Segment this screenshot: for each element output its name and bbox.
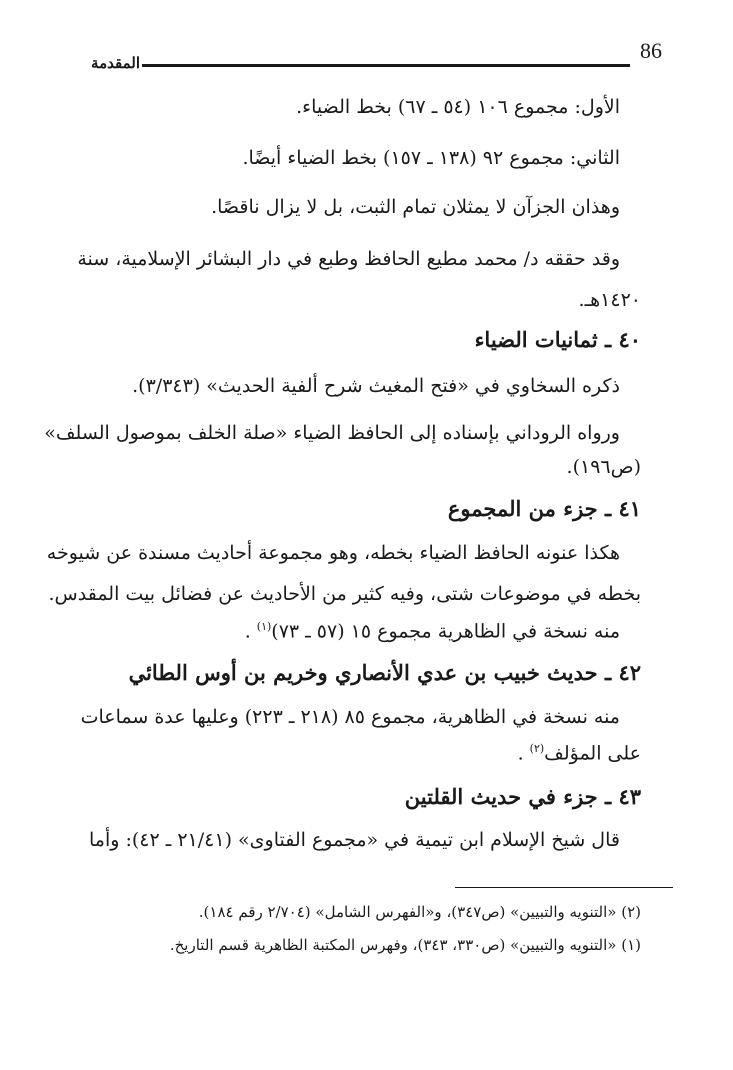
text-run: على المؤلف bbox=[544, 742, 641, 765]
section-heading-42: ٤٢ ـ حديث خبيب بن عدي الأنصاري وخريم بن أوس الطائي bbox=[128, 660, 641, 685]
text-line: وهذان الجزآن لا يمثلان تمام الثبت، بل لا يزال ناقصًا. bbox=[211, 196, 620, 218]
page-number: 86 bbox=[640, 38, 662, 63]
text-line: منه نسخة في الظاهرية، مجموع ٨٥ (٢١٨ ـ ٢٢٣) وعليها عدة سماعات bbox=[80, 706, 620, 728]
text-run: . bbox=[244, 620, 251, 643]
section-heading-40: ٤٠ ـ ثمانيات الضياء bbox=[474, 327, 641, 352]
text-line: (ص١٩٦). bbox=[566, 456, 641, 478]
text-line: هكذا عنونه الحافظ الضياء بخطه، وهو مجموعة أحاديث مسندة عن شيوخه bbox=[46, 542, 620, 564]
text-line: الثاني: مجموع ٩٢ (١٣٨ ـ ١٥٧) بخط الضياء أيضًا. bbox=[242, 147, 620, 169]
text-line bbox=[518, 742, 641, 765]
footnote-1: (١) «التنويه والتبيين» (ص٣٣٠، ٣٤٣)، وفهرس المكتبة الظاهرية قسم التاريخ. bbox=[169, 936, 641, 954]
text-run: . bbox=[517, 742, 524, 765]
text-line: بخطه في موضوعات شتى، وفيه كثير من الأحاديث عن فضائل بيت المقدس. bbox=[48, 583, 641, 605]
footnote-rule bbox=[455, 887, 673, 888]
section-heading-41: ٤١ ـ جزء من المجموع bbox=[447, 496, 641, 521]
text-line: قال شيخ الإسلام ابن تيمية في «مجموع الفتاوى» (٢١/٤١ ـ ٤٢): وأما bbox=[88, 829, 620, 851]
text-line: ١٤٢٠هـ. bbox=[578, 289, 641, 311]
text-line bbox=[245, 620, 620, 643]
text-line: ورواه الروداني بإسناده إلى الحافظ الضياء «صلة الخلف بموصول السلف» bbox=[44, 422, 620, 444]
text-line: ذكره السخاوي في «فتح المغيث شرح ألفية الحديث» (٣/٣٤٣). bbox=[132, 375, 620, 397]
text-line: وقد حققه د/ محمد مطيع الحافظ وطبع في دار البشائر الإسلامية، سنة bbox=[77, 248, 620, 270]
footnote-marker-2[interactable]: (٢) bbox=[529, 742, 545, 755]
footnote-marker-1[interactable]: (١) bbox=[256, 620, 272, 633]
text-line: الأول: مجموع ١٠٦ (٥٤ ـ ٦٧) بخط الضياء. bbox=[296, 96, 620, 118]
section-heading-43: ٤٣ ـ جزء في حديث القلتين bbox=[404, 784, 641, 809]
running-title: المقدمة bbox=[91, 54, 140, 72]
text-run: منه نسخة في الظاهرية مجموع ١٥ (٥٧ ـ ٧٣) bbox=[271, 620, 620, 643]
footnote-2: (٢) «التنويه والتبيين» (ص٣٤٧)، و«الفهرس الشامل» (٢/٧٠٤ رقم ١٨٤). bbox=[198, 903, 641, 921]
header-rule bbox=[142, 64, 630, 67]
